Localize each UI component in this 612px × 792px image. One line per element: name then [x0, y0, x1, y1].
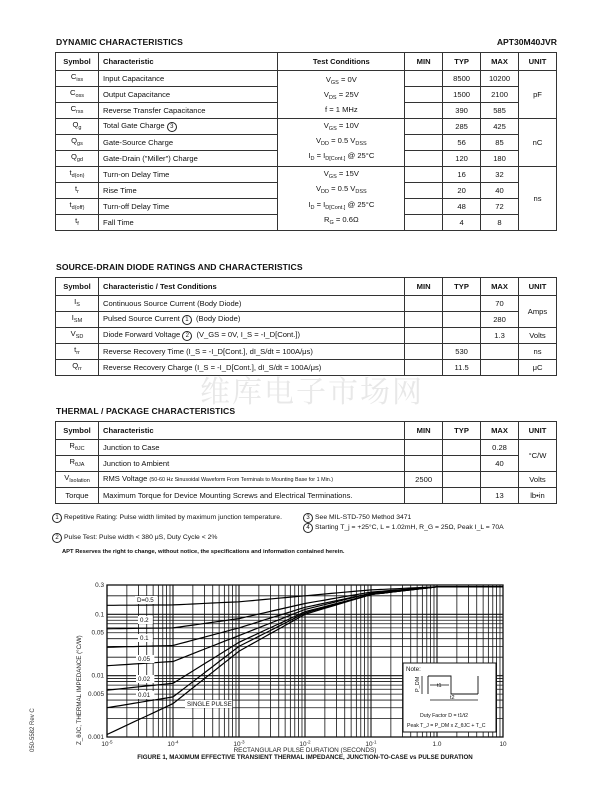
characteristic-cell: Reverse Recovery Time (I_S = -I_D[Cont.], dI_S/dt = 100A/μs) — [98, 344, 404, 360]
unit-cell: μC — [519, 360, 557, 376]
characteristic-cell: Junction to Ambient — [98, 456, 404, 472]
min-cell — [405, 328, 443, 344]
characteristic-cell: Total Gate Charge 3 — [98, 119, 278, 135]
min-cell — [405, 488, 443, 504]
min-cell — [405, 119, 443, 135]
min-cell — [405, 103, 443, 119]
characteristic-cell: Output Capacitance — [98, 87, 278, 103]
characteristic-cell: Fall Time — [98, 215, 278, 231]
col-min: MIN — [405, 422, 443, 440]
svg-text:0.1: 0.1 — [140, 635, 149, 642]
y-axis-label: Z_θJC, THERMAL IMPEDANCE (°C/W) — [76, 635, 83, 745]
table-row — [56, 167, 557, 183]
symbol-cell: $Q_{gd}$ — [56, 151, 99, 167]
symbol-cell: $Q_g$ — [56, 119, 99, 135]
section-title-thermal: THERMAL / PACKAGE CHARACTERISTICS — [56, 406, 236, 416]
min-cell — [405, 440, 443, 456]
col-unit: UNIT — [519, 53, 557, 71]
curve-labels — [135, 596, 232, 708]
max-cell: 425 — [481, 119, 519, 135]
max-cell: 280 — [481, 312, 519, 328]
min-cell — [405, 135, 443, 151]
svg-text:10: 10 — [499, 741, 507, 748]
symbol-cell: Torque — [56, 488, 99, 504]
min-cell — [405, 151, 443, 167]
col-max: MAX — [481, 422, 519, 440]
test-conditions-switching: $V_{GS} = 15V$ $V_{DD} = 0.5$ $V_{DSS}$ $I_D = I_{D[Cont.]}$ @ 25°C $R_G = 0.6\Omega$ — [278, 167, 405, 231]
max-cell: 32 — [481, 167, 519, 183]
min-cell — [405, 167, 443, 183]
min-cell — [405, 456, 443, 472]
svg-text:Peak T_J = P_DM x Z_θJC + T_C: Peak T_J = P_DM x Z_θJC + T_C — [407, 723, 486, 729]
typ-cell: 1500 — [443, 87, 481, 103]
min-cell — [405, 87, 443, 103]
max-cell: 2100 — [481, 87, 519, 103]
table-header-row — [56, 53, 557, 71]
y-axis-ticks — [88, 582, 104, 741]
table-row — [56, 328, 557, 344]
characteristic-cell: Reverse Transfer Capacitance — [98, 103, 278, 119]
characteristic-cell: Gate-Source Charge — [98, 135, 278, 151]
section-title-dynamic: DYNAMIC CHARACTERISTICS — [56, 37, 183, 47]
max-cell: 40 — [481, 183, 519, 199]
unit-cell: °C/W — [519, 440, 557, 472]
col-symbol: Symbol — [56, 278, 99, 296]
characteristic-cell: RMS Voltage (50-60 Hz Sinusoidal Waveform From Terminals to Mounting Base for 1 Min.) — [98, 472, 404, 488]
svg-text:0.3: 0.3 — [95, 582, 104, 589]
typ-cell — [443, 456, 481, 472]
col-characteristic: Characteristic / Test Conditions — [98, 278, 404, 296]
max-cell: 585 — [481, 103, 519, 119]
col-max: MAX — [481, 53, 519, 71]
svg-text:10-2: $10^{-2}$ — [299, 739, 311, 748]
typ-cell: 11.5 — [443, 360, 481, 376]
symbol-cell: $t_{rr}$ — [56, 344, 99, 360]
symbol-cell: $V_{SD}$ — [56, 328, 99, 344]
max-cell: 1.3 — [481, 328, 519, 344]
typ-cell: 530 — [443, 344, 481, 360]
col-symbol: Symbol — [56, 422, 99, 440]
col-symbol: Symbol — [56, 53, 99, 71]
col-test-conditions: Test Conditions — [278, 53, 405, 71]
part-number: APT30M40JVR — [496, 37, 557, 47]
table-row — [56, 440, 557, 456]
table-header-row — [56, 278, 557, 296]
footnote-1: 1 Repetitive Rating: Pulse width limited by maximum junction temperature. — [52, 513, 282, 523]
typ-cell: 390 — [443, 103, 481, 119]
typ-cell — [443, 296, 481, 312]
svg-text:SINGLE PULSE: SINGLE PULSE — [187, 701, 232, 708]
max-cell: 8 — [481, 215, 519, 231]
svg-text:0.01: 0.01 — [138, 692, 151, 699]
characteristic-cell: Input Capacitance — [98, 71, 278, 87]
symbol-cell: $t_f$ — [56, 215, 99, 231]
svg-text:10-1: $10^{-1}$ — [365, 739, 377, 748]
table-row — [56, 472, 557, 488]
typ-cell: 120 — [443, 151, 481, 167]
characteristic-cell: Junction to Case — [98, 440, 404, 456]
min-cell — [405, 183, 443, 199]
disclaimer: APT Reserves the right to change, without notice, the specifications and information contained herein. — [62, 549, 345, 555]
svg-text:Note:: Note: — [406, 666, 421, 673]
typ-cell: 20 — [443, 183, 481, 199]
min-cell — [405, 344, 443, 360]
typ-cell: 8500 — [443, 71, 481, 87]
symbol-cell: $Q_{gs}$ — [56, 135, 99, 151]
svg-text:10-4: $10^{-4}$ — [167, 739, 179, 748]
typ-cell — [443, 472, 481, 488]
unit-cell: ns — [519, 167, 557, 231]
symbol-cell: $I_S$ — [56, 296, 99, 312]
symbol-cell: $t_r$ — [56, 183, 99, 199]
min-cell: 2500 — [405, 472, 443, 488]
svg-text:0.005: 0.005 — [88, 691, 104, 699]
unit-cell: nC — [519, 119, 557, 167]
symbol-cell: $R_{\theta JA}$ — [56, 456, 99, 472]
unit-cell: Volts — [519, 328, 557, 344]
col-unit: UNIT — [519, 422, 557, 440]
document-revision: 050-5582 Rev C — [30, 708, 36, 752]
svg-text:P_DM: P_DM — [415, 676, 421, 692]
svg-text:t2: t2 — [450, 695, 455, 701]
table-row — [56, 456, 557, 472]
typ-cell — [443, 488, 481, 504]
watermark: 维库电子市场网 — [200, 375, 424, 410]
svg-text:D=0.5: D=0.5 — [137, 597, 154, 604]
svg-text:0.001: 0.001 — [88, 734, 104, 741]
typ-cell — [443, 440, 481, 456]
min-cell — [405, 312, 443, 328]
characteristic-cell: Turn-on Delay Time — [98, 167, 278, 183]
typ-cell: 4 — [443, 215, 481, 231]
min-cell — [405, 296, 443, 312]
symbol-cell: $t_{d(on)}$ — [56, 167, 99, 183]
characteristic-cell: Maximum Torque for Device Mounting Screws and Electrical Terminations. — [98, 488, 404, 504]
thermal-impedance-chart — [0, 570, 612, 760]
max-cell: 85 — [481, 135, 519, 151]
svg-text:0.01: 0.01 — [91, 672, 104, 680]
max-cell — [481, 344, 519, 360]
typ-cell — [443, 312, 481, 328]
min-cell — [405, 215, 443, 231]
test-conditions-capacitance: $V_{GS} = 0V$ $V_{DS} = 25V$ f = 1 MHz — [278, 71, 405, 119]
table-row — [56, 344, 557, 360]
max-cell: 0.28 — [481, 440, 519, 456]
characteristic-cell: Reverse Recovery Charge (I_S = -I_D[Cont.], dI_S/dt = 100A/μs) — [98, 360, 404, 376]
symbol-cell: $I_{SM}$ — [56, 312, 99, 328]
col-characteristic: Characteristic — [98, 422, 404, 440]
footnote-3: 3 See MIL-STD-750 Method 3471 — [303, 513, 563, 523]
unit-cell: lb•in — [519, 488, 557, 504]
max-cell: 13 — [481, 488, 519, 504]
characteristic-cell: Turn-off Delay Time — [98, 199, 278, 215]
test-conditions-gate-charge: $V_{GS} = 10V$ $V_{DD} = 0.5$ $V_{DSS}$ $I_D = I_{D[Cont.]}$ @ 25°C — [278, 119, 405, 167]
figure-caption: FIGURE 1, MAXIMUM EFFECTIVE TRANSIENT THERMAL IMPEDANCE, JUNCTION-TO-CASE vs PULSE DURATION — [137, 754, 473, 760]
footnote-1-icon: 1 — [52, 513, 62, 523]
col-max: MAX — [481, 278, 519, 296]
max-cell — [481, 472, 519, 488]
col-min: MIN — [405, 278, 443, 296]
svg-text:t1: t1 — [437, 683, 442, 689]
characteristic-cell: Rise Time — [98, 183, 278, 199]
unit-cell: Volts — [519, 472, 557, 488]
max-cell: 70 — [481, 296, 519, 312]
svg-text:Duty Factor D = t1/t2: Duty Factor D = t1/t2 — [420, 713, 469, 719]
characteristic-cell: Continuous Source Current (Body Diode) — [98, 296, 404, 312]
characteristic-cell: Pulsed Source Current 1 (Body Diode) — [98, 312, 404, 328]
typ-cell: 285 — [443, 119, 481, 135]
table-row — [56, 119, 557, 135]
characteristic-cell: Diode Forward Voltage 2 (V_GS = 0V, I_S = -I_D[Cont.]) — [98, 328, 404, 344]
col-min: MIN — [405, 53, 443, 71]
diode-ratings-table — [55, 277, 557, 376]
section-title-diode: SOURCE-DRAIN DIODE RATINGS AND CHARACTERISTICS — [56, 262, 303, 272]
col-typ: TYP — [443, 422, 481, 440]
footnote-2: 2 Pulse Test: Pulse width < 380 μS, Duty Cycle < 2% — [52, 533, 292, 543]
footnote-3-icon: 3 — [303, 513, 313, 523]
max-cell: 180 — [481, 151, 519, 167]
table-row — [56, 71, 557, 87]
col-typ: TYP — [443, 53, 481, 71]
symbol-cell: $C_{oss}$ — [56, 87, 99, 103]
min-cell — [405, 71, 443, 87]
typ-cell: 16 — [443, 167, 481, 183]
symbol-cell: $V_{Isolation}$ — [56, 472, 99, 488]
unit-cell: pF — [519, 71, 557, 119]
svg-text:0.2: 0.2 — [140, 617, 149, 624]
svg-text:10-3: $10^{-3}$ — [233, 739, 245, 748]
symbol-cell: $C_{rss}$ — [56, 103, 99, 119]
max-cell — [481, 360, 519, 376]
table-row — [56, 312, 557, 328]
max-cell: 72 — [481, 199, 519, 215]
table-header-row — [56, 422, 557, 440]
footnote-3-icon: 3 — [167, 122, 177, 132]
x-axis-label: RECTANGULAR PULSE DURATION (SECONDS) — [233, 747, 377, 754]
footnote-2-icon: 2 — [52, 533, 62, 543]
unit-cell: ns — [519, 344, 557, 360]
svg-text:1.0: 1.0 — [432, 741, 442, 748]
footnote-4: 4 Starting T_j = +25°C, L = 1.02mH, R_G = 25Ω, Peak I_L = 70A — [303, 523, 573, 533]
max-cell: 40 — [481, 456, 519, 472]
svg-text:0.05: 0.05 — [138, 656, 151, 663]
symbol-cell: $t_{d(off)}$ — [56, 199, 99, 215]
footnote-1-icon: 1 — [182, 315, 192, 325]
max-cell: 10200 — [481, 71, 519, 87]
unit-cell: Amps — [519, 296, 557, 328]
typ-cell — [443, 328, 481, 344]
table-row — [56, 488, 557, 504]
table-row — [56, 296, 557, 312]
symbol-cell: $Q_{rr}$ — [56, 360, 99, 376]
col-unit: UNIT — [519, 278, 557, 296]
svg-text:0.02: 0.02 — [138, 676, 151, 683]
svg-text:0.05: 0.05 — [91, 629, 104, 637]
dynamic-characteristics-table — [55, 52, 557, 231]
characteristic-cell: Gate-Drain ("Miller") Charge — [98, 151, 278, 167]
col-typ: TYP — [443, 278, 481, 296]
svg-text:10-5: $10^{-5}$ — [101, 739, 113, 748]
svg-text:0.1: 0.1 — [95, 611, 104, 619]
footnote-2-icon: 2 — [182, 331, 192, 341]
typ-cell: 56 — [443, 135, 481, 151]
thermal-characteristics-table — [55, 421, 557, 504]
symbol-cell: $R_{\theta JC}$ — [56, 440, 99, 456]
typ-cell: 48 — [443, 199, 481, 215]
symbol-cell: $C_{iss}$ — [56, 71, 99, 87]
note-box — [403, 663, 496, 732]
min-cell — [405, 199, 443, 215]
col-characteristic: Characteristic — [98, 53, 278, 71]
footnote-4-icon: 4 — [303, 523, 313, 533]
